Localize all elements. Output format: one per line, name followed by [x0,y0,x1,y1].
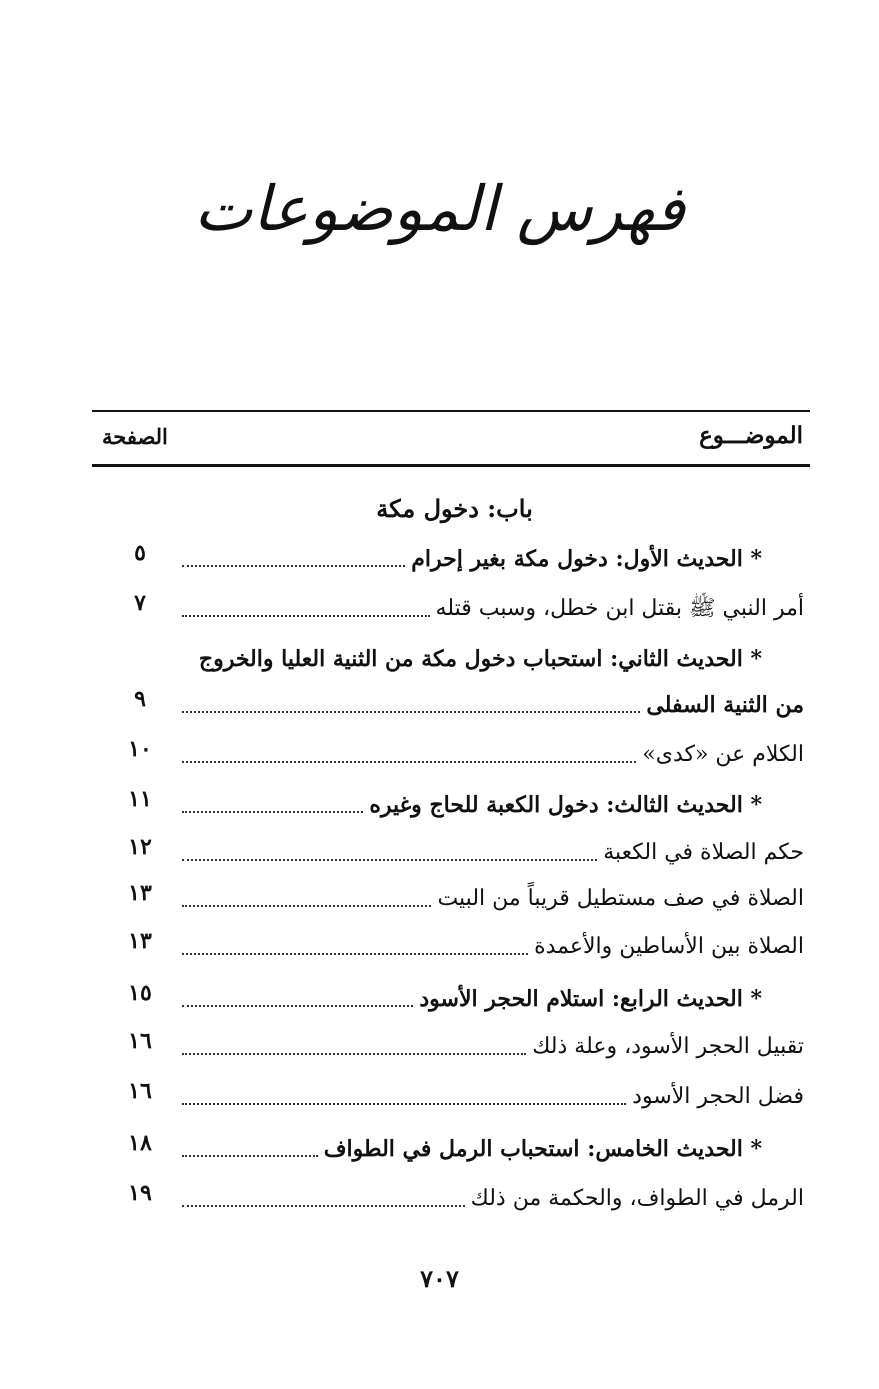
toc-row [92,1126,812,1164]
toc-entry-title: * الحديث الرابع: استلام الحجر الأسود [419,986,762,1012]
dot-leader [182,1053,526,1055]
toc-row [92,976,812,1014]
toc-entry-title: * الحديث الخامس: استحباب الرمل في الطواف [323,1136,762,1162]
toc-row-content [182,1126,762,1164]
toc-row [92,924,812,962]
toc-row-content [182,830,804,868]
toc-row [92,636,812,674]
dot-leader [182,761,636,763]
toc-entry-title: فضل الحجر الأسود [632,1084,804,1109]
dot-leader [182,1103,626,1105]
toc-row-content [182,636,762,674]
header-top-rule [92,410,810,412]
toc-entry-title: * الحديث الثالث: دخول الكعبة للحاج وغيره [369,792,762,818]
toc-entry-title: حكم الصلاة في الكعبة [603,840,804,865]
dot-leader [182,953,528,955]
toc-row [92,782,812,820]
dot-leader [182,1005,413,1007]
dot-leader [182,905,431,907]
toc-row [92,536,812,574]
toc-entry-title: من الثنية السفلى [646,692,804,718]
toc-entry-title: * الحديث الثاني: استحباب دخول مكة من الثنية العليا والخروج [198,646,762,672]
dot-leader [182,615,430,617]
toc-entry-page-number: ١٦ [128,1028,152,1054]
toc-entry-page-number: ٧ [134,590,146,616]
dot-leader [182,1155,318,1157]
header-bottom-rule [92,464,810,467]
toc-row [92,1074,812,1112]
toc-entry-page-number: ١٩ [128,1180,152,1206]
toc-entry-page-number: ١٥ [128,980,152,1006]
toc-row [92,1024,812,1062]
toc-row [92,732,812,770]
dot-leader [182,565,405,567]
toc-entry-page-number: ٥ [134,540,146,566]
column-header-page: الصفحة [102,424,168,449]
toc-entry-page-number: ١٣ [128,880,152,906]
toc-row [92,1176,812,1214]
toc-row [92,830,812,868]
column-header-topic: الموضـــوع [699,422,803,449]
page-title: فهرس الموضوعات [194,172,685,245]
toc-entry-title: الرمل في الطواف، والحكمة من ذلك [470,1186,804,1211]
dot-leader [182,711,640,713]
toc-row-content [182,924,804,962]
toc-entry-page-number: ١١ [128,786,152,812]
toc-row-content [182,586,804,624]
toc-entry-title: تقبيل الحجر الأسود، وعلة ذلك [532,1034,804,1059]
dot-leader [182,859,597,861]
toc-entry-title: أمر النبي ﷺ بقتل ابن خطل، وسبب قتله [435,596,804,621]
toc-row [92,682,812,720]
toc-row-content [182,876,804,914]
toc-row-content [182,536,762,574]
toc-entry-title: الصلاة بين الأساطين والأعمدة [534,934,804,959]
toc-entry-page-number: ١٦ [128,1078,152,1104]
toc-row-content [182,732,804,770]
toc-row-content [182,682,804,720]
toc-entry-title: الكلام عن «كدى» [642,742,804,767]
toc-entry-title: * الحديث الأول: دخول مكة بغير إحرام [411,546,762,572]
dot-leader [182,1205,465,1207]
toc-row-content [182,1176,804,1214]
toc-row-content [182,782,762,820]
toc-entry-page-number: ١٢ [128,834,152,860]
section-title: باب: دخول مكة [376,494,533,523]
toc-row-content [182,1024,804,1062]
toc-entry-title: الصلاة في صف مستطيل قريباً من البيت [437,886,804,911]
toc-entry-page-number: ١٠ [128,736,152,762]
toc-row [92,586,812,624]
toc-entry-page-number: ١٨ [128,1130,152,1156]
toc-entry-page-number: ٩ [134,686,146,712]
toc-row-content [182,976,762,1014]
footer-page-number: ٧٠٧ [420,1264,459,1293]
toc-row-content [182,1074,804,1112]
dot-leader [182,811,363,813]
toc-entry-page-number: ١٣ [128,928,152,954]
toc-row [92,876,812,914]
